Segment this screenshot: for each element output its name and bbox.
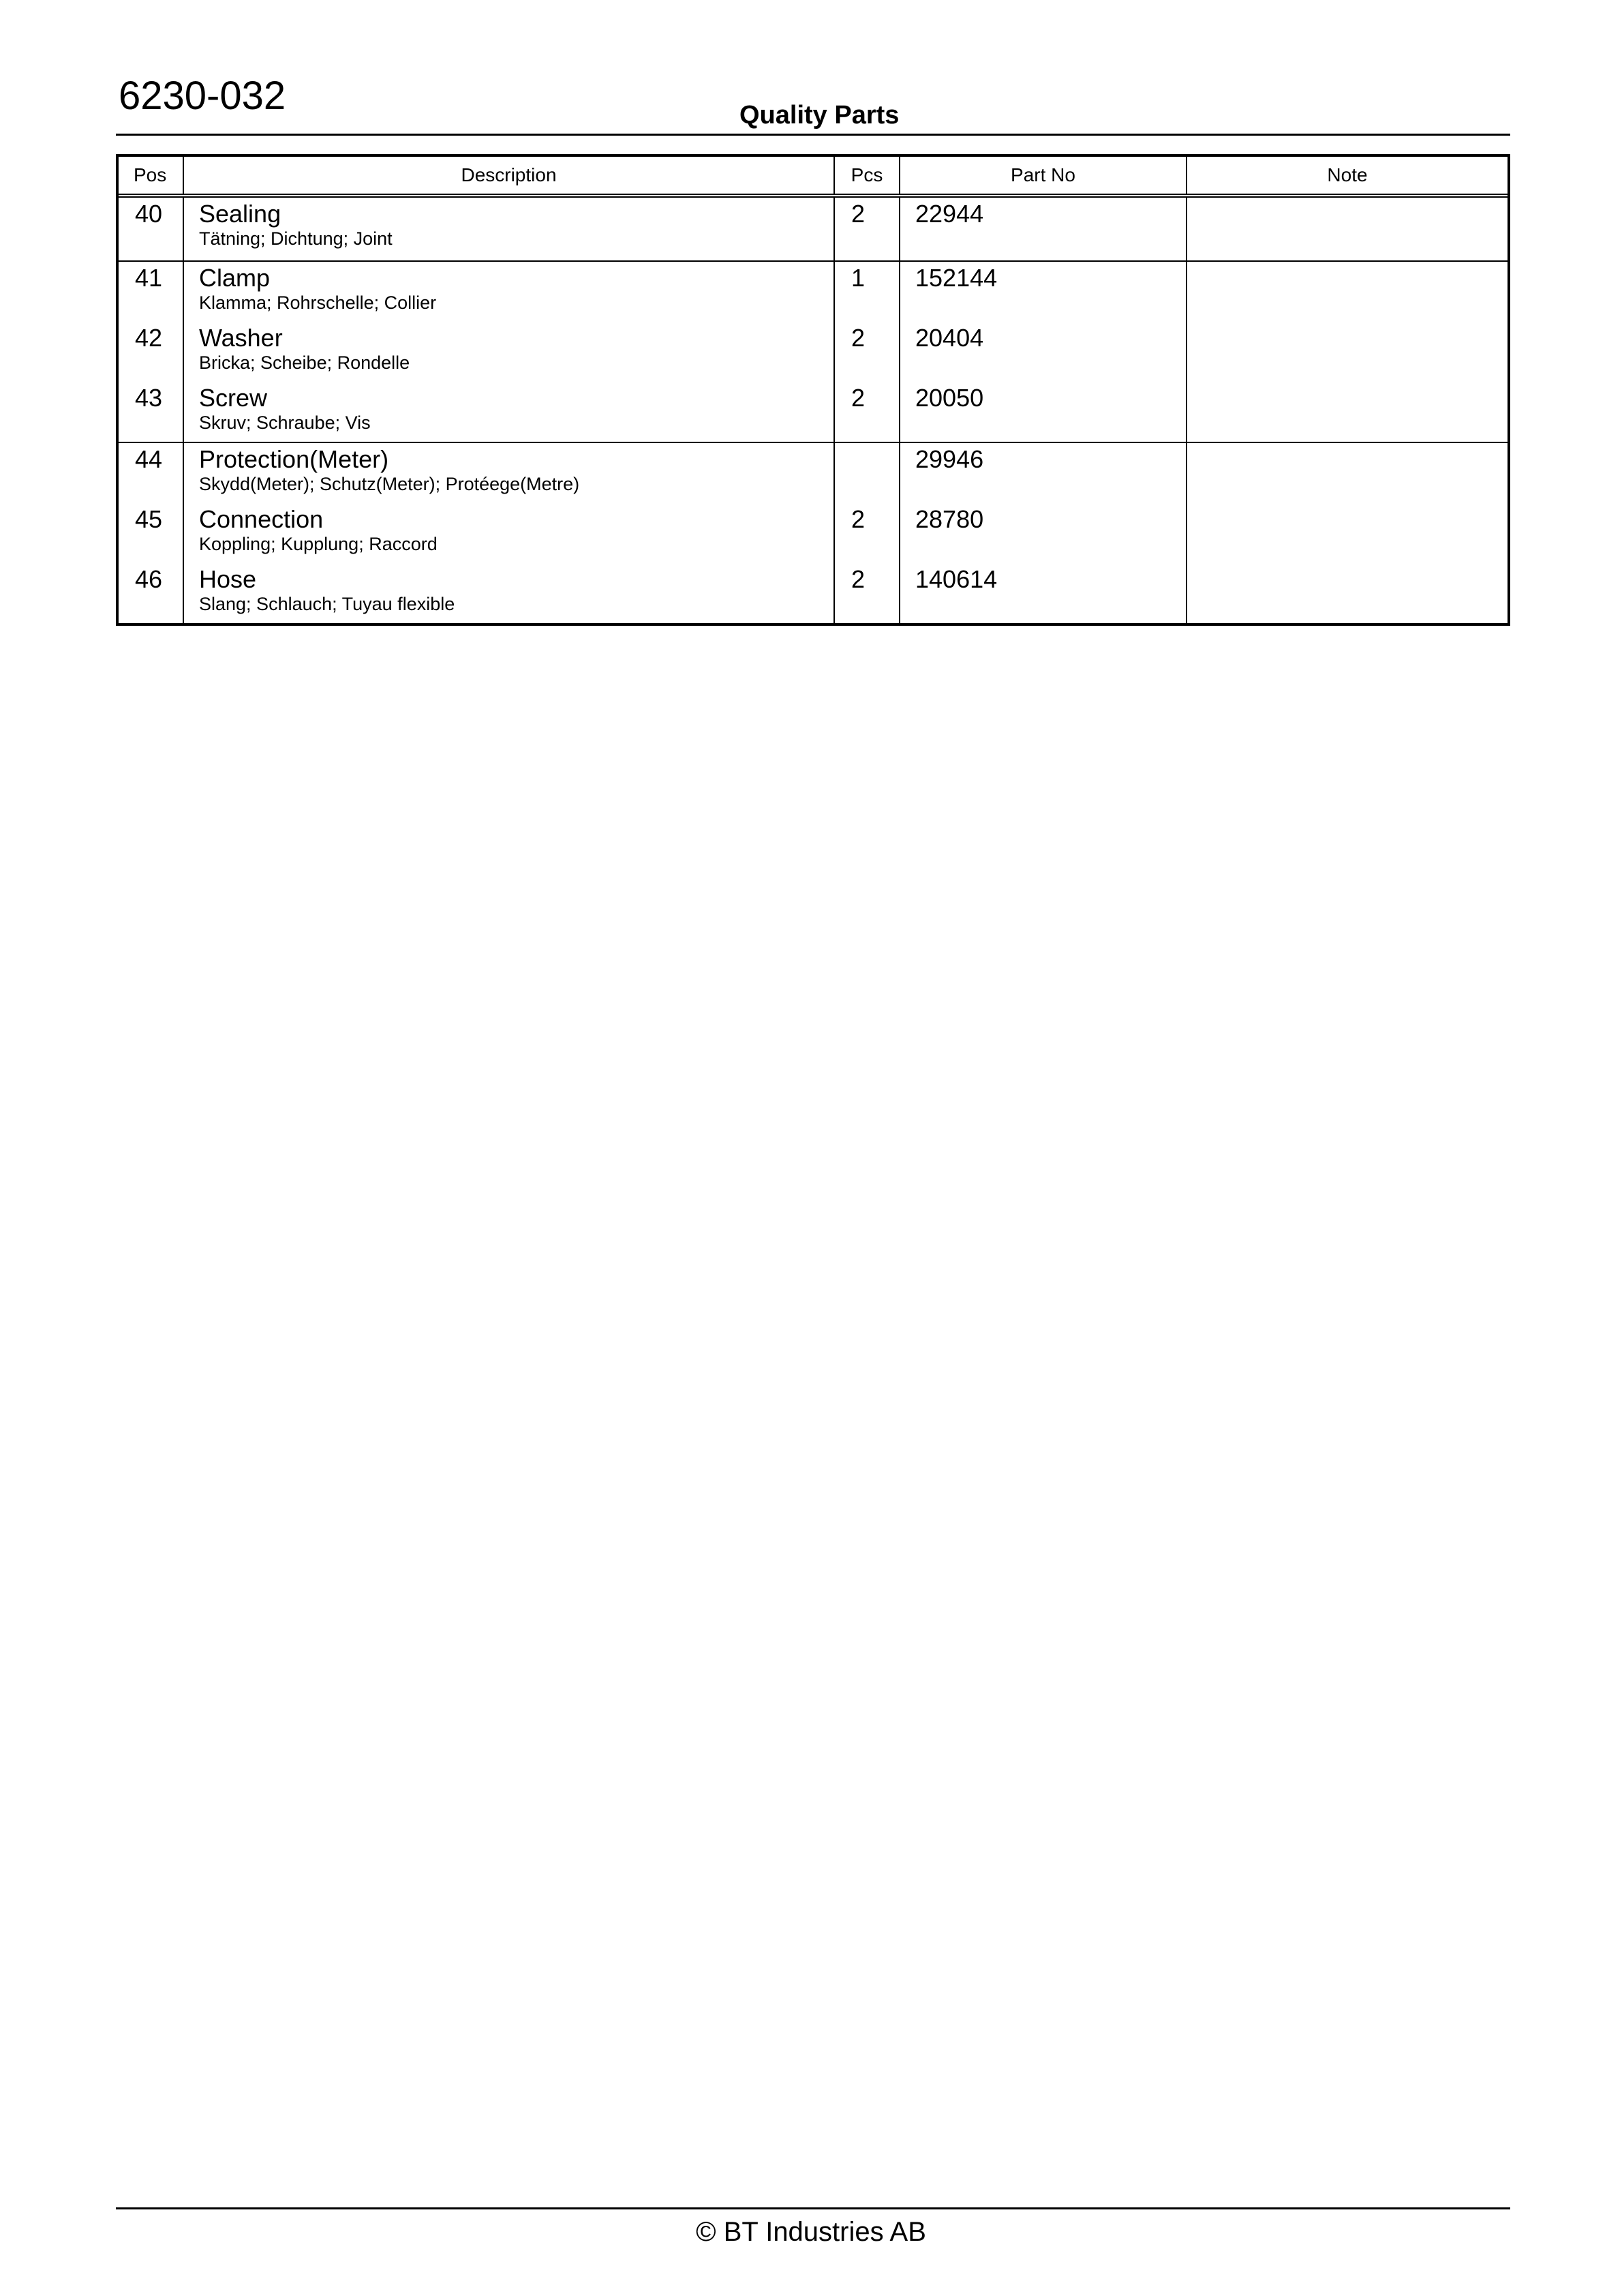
cell-note [1187, 443, 1508, 500]
pcs-value: 2 [851, 565, 866, 593]
column-header-pos: Pos [119, 157, 184, 194]
cell-pos [119, 443, 184, 500]
table-row [119, 500, 1508, 560]
pos-value: 41 [135, 264, 163, 292]
cell-description [184, 443, 835, 500]
cell-part-no [900, 379, 1187, 442]
cell-description [184, 560, 835, 623]
column-header-part-no: Part No [900, 157, 1187, 194]
table-group [119, 198, 1508, 262]
table-row [119, 379, 1508, 442]
page-title: Quality Parts [739, 101, 900, 130]
description-value: Clamp [199, 264, 271, 292]
cell-note [1187, 262, 1508, 319]
column-header-pcs: Pcs [835, 157, 900, 194]
description-value: Hose [199, 565, 257, 593]
pos-value: 40 [135, 200, 163, 228]
cell-pcs [835, 262, 900, 319]
cell-pos [119, 560, 184, 623]
part-no-value: 152144 [915, 264, 998, 292]
cell-part-no [900, 262, 1187, 319]
pcs-value: 2 [851, 200, 866, 228]
cell-description [184, 500, 835, 560]
cell-description [184, 319, 835, 379]
part-no-value: 140614 [915, 565, 998, 593]
cell-pcs [835, 500, 900, 560]
header-divider [116, 134, 1510, 136]
translations-value: Bricka; Scheibe; Rondelle [199, 352, 410, 373]
pos-value: 42 [135, 324, 163, 352]
translations-value: Skruv; Schraube; Vis [199, 412, 371, 433]
cell-pcs [835, 319, 900, 379]
pcs-value: 2 [851, 324, 866, 352]
description-value: Protection(Meter) [199, 445, 389, 473]
description-value: Connection [199, 505, 324, 533]
cell-note [1187, 319, 1508, 379]
cell-pcs [835, 560, 900, 623]
cell-note [1187, 500, 1508, 560]
cell-description [184, 198, 835, 260]
description-value: Washer [199, 324, 283, 352]
footer-copyright: © BT Industries AB [696, 2217, 926, 2247]
document-number: 6230-032 [119, 74, 286, 118]
description-value: Screw [199, 384, 268, 412]
part-no-value: 28780 [915, 505, 984, 533]
part-no-value: 22944 [915, 200, 984, 228]
cell-part-no [900, 443, 1187, 500]
cell-pos [119, 198, 184, 260]
cell-part-no [900, 560, 1187, 623]
cell-pcs [835, 379, 900, 442]
cell-part-no [900, 500, 1187, 560]
column-header-description: Description [184, 157, 835, 194]
footer-divider [116, 2207, 1510, 2209]
pos-value: 45 [135, 505, 163, 533]
table-group [119, 443, 1508, 623]
table-group [119, 262, 1508, 443]
cell-pos [119, 379, 184, 442]
cell-note [1187, 379, 1508, 442]
pcs-value: 2 [851, 505, 866, 533]
cell-pcs [835, 198, 900, 260]
table-row [119, 262, 1508, 319]
pos-value: 43 [135, 384, 163, 412]
cell-part-no [900, 198, 1187, 260]
cell-pcs [835, 443, 900, 500]
table-row [119, 560, 1508, 623]
table-row [119, 443, 1508, 500]
cell-description [184, 379, 835, 442]
part-no-value: 20050 [915, 384, 984, 412]
cell-pos [119, 319, 184, 379]
parts-table [116, 154, 1510, 626]
translations-value: Klamma; Rohrschelle; Collier [199, 292, 437, 313]
translations-value: Koppling; Kupplung; Raccord [199, 533, 438, 554]
description-value: Sealing [199, 200, 281, 228]
part-no-value: 20404 [915, 324, 984, 352]
cell-note [1187, 560, 1508, 623]
cell-pos [119, 262, 184, 319]
pcs-value: 1 [851, 264, 866, 292]
pos-value: 46 [135, 565, 163, 593]
part-no-value: 29946 [915, 445, 984, 473]
table-header [119, 157, 1508, 198]
cell-note [1187, 198, 1508, 260]
column-header-note: Note [1327, 164, 1368, 185]
translations-value: Skydd(Meter); Schutz(Meter); Protéege(Metre) [199, 473, 580, 494]
cell-description [184, 262, 835, 319]
pos-value: 44 [135, 445, 163, 473]
translations-value: Tätning; Dichtung; Joint [199, 228, 393, 249]
table-row [119, 319, 1508, 379]
cell-part-no [900, 319, 1187, 379]
cell-pos [119, 500, 184, 560]
pcs-value: 2 [851, 384, 866, 412]
table-row [119, 198, 1508, 260]
translations-value: Slang; Schlauch; Tuyau flexible [199, 593, 455, 614]
